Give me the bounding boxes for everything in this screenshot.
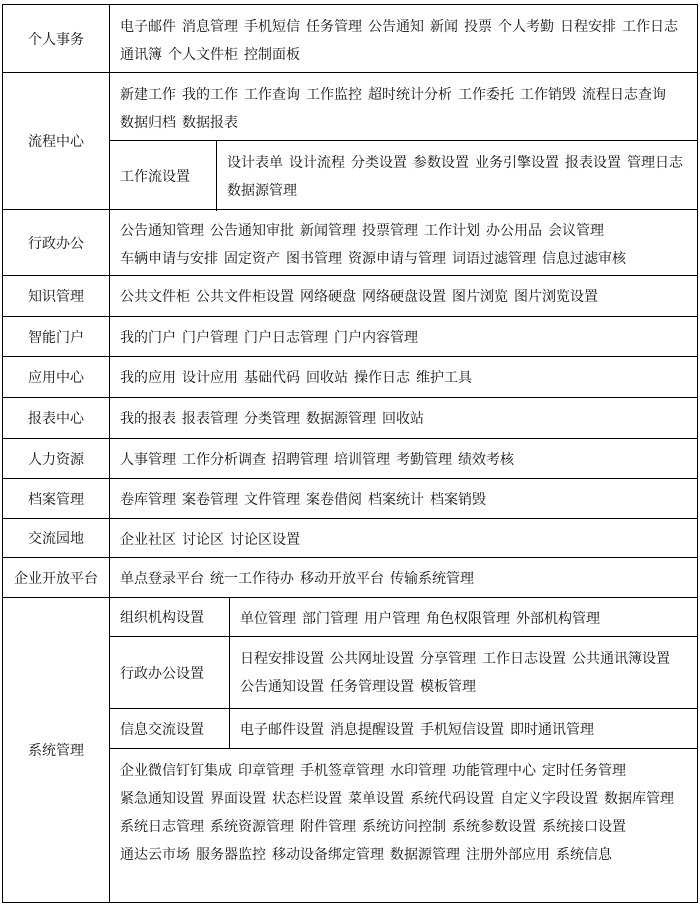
menu-link[interactable]: 档案统计 [368,492,424,508]
menu-link[interactable]: 图片浏览 [452,289,508,305]
menu-link[interactable]: 日程安排设置 [240,651,324,667]
category-cell: 人力资源 [3,439,110,478]
menu-link[interactable]: 案卷借阅 [306,492,362,508]
category-cell: 档案管理 [3,479,110,518]
menu-link[interactable]: 基础代码 [244,370,300,386]
menu-link[interactable]: 移动开放平台 [300,571,384,587]
menu-link[interactable]: 消息管理 [182,19,238,35]
subrow-system-misc [110,748,697,905]
menu-link[interactable]: 功能管理中心 [452,763,536,779]
link-list [110,73,697,137]
menu-link[interactable]: 界面设置 [210,791,266,807]
menu-link[interactable]: 电子邮件 [120,19,176,35]
menu-link[interactable]: 状态栏设置 [272,791,342,807]
items-cell [110,439,697,478]
menu-link[interactable]: 会议管理 [548,223,604,239]
link-list [110,317,697,352]
menu-link[interactable]: 数据库管理 [604,791,674,807]
menu-link[interactable]: 单点登录平台 [120,571,204,587]
row-smart-portal [2,316,698,356]
menu-link[interactable]: 任务管理 [306,19,362,35]
menu-link[interactable]: 流程日志查询 [582,87,666,103]
subrow-workflow-settings [110,140,697,211]
menu-link[interactable]: 数据报表 [182,115,238,131]
row-administrative-office [2,209,698,275]
menu-link[interactable]: 车辆申请与安排 [120,251,218,267]
menu-link[interactable]: 手机短信设置 [420,722,504,738]
menu-link[interactable]: 菜单设置 [348,791,404,807]
menu-link[interactable]: 公告通知管理 [120,223,204,239]
menu-link[interactable]: 日程安排 [560,19,616,35]
subitems-cell [230,637,697,709]
link-list [110,357,697,392]
menu-link[interactable]: 工作日志设置 [482,651,566,667]
category-cell: 企业开放平台 [3,558,110,597]
menu-link[interactable]: 传输系统管理 [390,571,474,587]
menu-link[interactable]: 工作监控 [306,87,362,103]
link-list [110,5,697,69]
menu-link[interactable]: 通讯簿 [120,47,162,63]
row-app-center [2,356,698,397]
menu-link[interactable]: 公共文件柜 [120,289,190,305]
menu-link[interactable]: 手机短信 [244,19,300,35]
menu-link[interactable]: 数据源管理 [227,183,297,199]
menu-link[interactable]: 门户管理 [182,330,238,346]
menu-link[interactable]: 定时任务管理 [542,763,626,779]
menu-link[interactable]: 讨论区 [182,532,224,548]
menu-link[interactable]: 信息过滤审核 [542,251,626,267]
menu-link[interactable]: 公共网址设置 [330,651,414,667]
menu-link[interactable]: 分类设置 [351,155,407,171]
menu-link[interactable]: 服务器监控 [196,847,266,863]
items-cell [110,398,697,438]
menu-link[interactable]: 系统信息 [556,847,612,863]
link-list [110,276,697,311]
items-cell [110,479,697,518]
category-cell: 报表中心 [3,398,110,438]
row-personal-affairs [2,4,698,72]
link-list [217,141,697,205]
menu-link[interactable]: 回收站 [306,370,348,386]
menu-link[interactable]: 绩效考核 [458,452,514,468]
menu-link[interactable]: 分类管理 [244,411,300,427]
menu-link[interactable]: 公告通知审批 [210,223,294,239]
items-cell [110,357,697,397]
link-list [230,709,697,744]
menu-link[interactable]: 即时通讯管理 [510,722,594,738]
menu-link[interactable]: 外部机构管理 [516,611,600,627]
menu-link[interactable]: 系统日志管理 [120,819,204,835]
menu-link[interactable]: 招聘管理 [272,452,328,468]
row-enterprise-open-platform [2,557,698,597]
category-cell: 流程中心 [3,73,110,209]
menu-link[interactable]: 工作计划 [424,223,480,239]
menu-link[interactable]: 附件管理 [300,819,356,835]
subrow-admin-office-settings [110,636,697,709]
menu-link[interactable]: 系统访问控制 [362,819,446,835]
menu-link[interactable]: 新闻管理 [300,223,356,239]
subrow-organization-settings [110,598,697,636]
row-communication-corner [2,518,698,557]
menu-link[interactable]: 门户日志管理 [244,330,328,346]
menu-link[interactable]: 公共通讯簿设置 [572,651,670,667]
menu-link[interactable]: 固定资产 [224,251,280,267]
menu-link[interactable]: 消息提醒设置 [330,722,414,738]
items-cell [110,210,697,275]
menu-link[interactable]: 印章管理 [238,763,294,779]
menu-link[interactable]: 文件管理 [244,492,300,508]
menu-link[interactable]: 培训管理 [334,452,390,468]
menu-link[interactable]: 维护工具 [416,370,472,386]
menu-link[interactable]: 企业社区 [120,532,176,548]
menu-link[interactable]: 我的报表 [120,411,176,427]
row-system-management [2,597,698,903]
menu-link[interactable]: 水印管理 [390,763,446,779]
menu-link[interactable]: 系统接口设置 [542,819,626,835]
row-knowledge-management [2,275,698,316]
subrow-info-exchange-settings [110,708,697,749]
menu-link[interactable]: 系统参数设置 [452,819,536,835]
link-list [110,519,697,554]
menu-link[interactable]: 控制面板 [244,47,300,63]
menu-link[interactable]: 操作日志 [354,370,410,386]
menu-link[interactable]: 数据源管理 [390,847,460,863]
menu-link[interactable]: 电子邮件设置 [240,722,324,738]
menu-link[interactable]: 投票 [464,19,492,35]
menu-link[interactable]: 人事管理 [120,452,176,468]
menu-link[interactable]: 注册外部应用 [466,847,550,863]
menu-link[interactable]: 分享管理 [420,651,476,667]
row-human-resources [2,438,698,478]
menu-link[interactable]: 工作分析调查 [182,452,266,468]
menu-link[interactable]: 工作销毁 [520,87,576,103]
menu-link[interactable]: 公告通知 [368,19,424,35]
menu-link[interactable]: 工作委托 [458,87,514,103]
category-cell: 个人事务 [3,5,110,72]
menu-link[interactable]: 设计应用 [182,370,238,386]
menu-link[interactable]: 数据归档 [120,115,176,131]
menu-link[interactable]: 讨论区设置 [230,532,300,548]
row-archive-management [2,478,698,518]
menu-link[interactable]: 投票管理 [362,223,418,239]
menu-link[interactable]: 单位管理 [240,611,296,627]
menu-link[interactable]: 网络硬盘设置 [362,289,446,305]
category-cell: 知识管理 [3,276,110,316]
link-list [110,398,697,433]
menu-link[interactable]: 超时统计分析 [368,87,452,103]
menu-link[interactable]: 管理日志 [627,155,683,171]
menu-link[interactable]: 工作查询 [244,87,300,103]
menu-link[interactable]: 角色权限管理 [426,611,510,627]
menu-link[interactable]: 个人文件柜 [168,47,238,63]
menu-link[interactable]: 公告通知设置 [240,679,324,695]
category-cell: 系统管理 [3,598,110,902]
menu-link[interactable]: 数据源管理 [306,411,376,427]
subcategory-cell: 行政办公设置 [110,637,230,709]
subitems-cell [217,141,697,211]
menu-link[interactable]: 参数设置 [413,155,469,171]
menu-link[interactable]: 设计流程 [289,155,345,171]
subitems-cell [230,709,697,749]
link-list [110,439,697,474]
menu-link[interactable]: 图书管理 [286,251,342,267]
category-cell: 交流园地 [3,519,110,557]
menu-link[interactable]: 系统资源管理 [210,819,294,835]
menu-link[interactable]: 企业微信钉钉集成 [120,763,232,779]
link-list [110,558,697,593]
link-list [110,479,697,514]
items-cell [110,519,697,557]
menu-link[interactable]: 报表管理 [182,411,238,427]
menu-link[interactable]: 案卷管理 [182,492,238,508]
menu-link[interactable]: 自定义字段设置 [500,791,598,807]
row-workflow-center [2,72,698,209]
category-cell: 智能门户 [3,317,110,356]
menu-link[interactable]: 新闻 [430,19,458,35]
menu-link[interactable]: 公共文件柜设置 [196,289,294,305]
menu-link[interactable]: 系统代码设置 [410,791,494,807]
menu-link[interactable]: 模板管理 [420,679,476,695]
menu-link[interactable]: 工作日志 [622,19,678,35]
menu-link[interactable]: 移动设备绑定管理 [272,847,384,863]
link-list [110,749,697,869]
menu-link[interactable]: 网络硬盘 [300,289,356,305]
items-cell [110,73,697,209]
items-cell [110,317,697,356]
subcategory-cell: 工作流设置 [110,141,217,211]
menu-link[interactable]: 办公用品 [486,223,542,239]
menu-link[interactable]: 部门管理 [302,611,358,627]
link-list [110,210,697,273]
items-cell [110,558,697,597]
menu-link[interactable]: 门户内容管理 [334,330,418,346]
menu-link[interactable]: 资源申请与管理 [348,251,446,267]
menu-link[interactable]: 图片浏览设置 [514,289,598,305]
menu-link[interactable]: 考勤管理 [396,452,452,468]
menu-link[interactable]: 卷库管理 [120,492,176,508]
menu-link[interactable]: 词语过滤管理 [452,251,536,267]
link-list [230,598,697,633]
menu-link[interactable]: 通达云市场 [120,847,190,863]
menu-link[interactable]: 用户管理 [364,611,420,627]
items-cell [110,5,697,72]
link-list [230,637,697,701]
menu-link[interactable]: 个人考勤 [498,19,554,35]
menu-link[interactable]: 档案销毁 [430,492,486,508]
category-cell: 行政办公 [3,210,110,275]
row-report-center [2,397,698,438]
menu-link[interactable]: 回收站 [382,411,424,427]
menu-link[interactable]: 统一工作待办 [210,571,294,587]
menu-link[interactable]: 我的应用 [120,370,176,386]
subitems-cell [230,598,697,636]
menu-link[interactable]: 报表设置 [565,155,621,171]
subcategory-cell: 信息交流设置 [110,709,230,749]
subcategory-cell: 组织机构设置 [110,598,230,636]
menu-link[interactable]: 紧急通知设置 [120,791,204,807]
menu-link[interactable]: 任务管理设置 [330,679,414,695]
menu-link[interactable]: 我的工作 [182,87,238,103]
items-cell [110,276,697,316]
menu-link[interactable]: 设计表单 [227,155,283,171]
category-cell: 应用中心 [3,357,110,397]
menu-link[interactable]: 手机签章管理 [300,763,384,779]
menu-link[interactable]: 我的门户 [120,330,176,346]
menu-link[interactable]: 新建工作 [120,87,176,103]
menu-link[interactable]: 业务引擎设置 [475,155,559,171]
items-cell [110,598,697,902]
